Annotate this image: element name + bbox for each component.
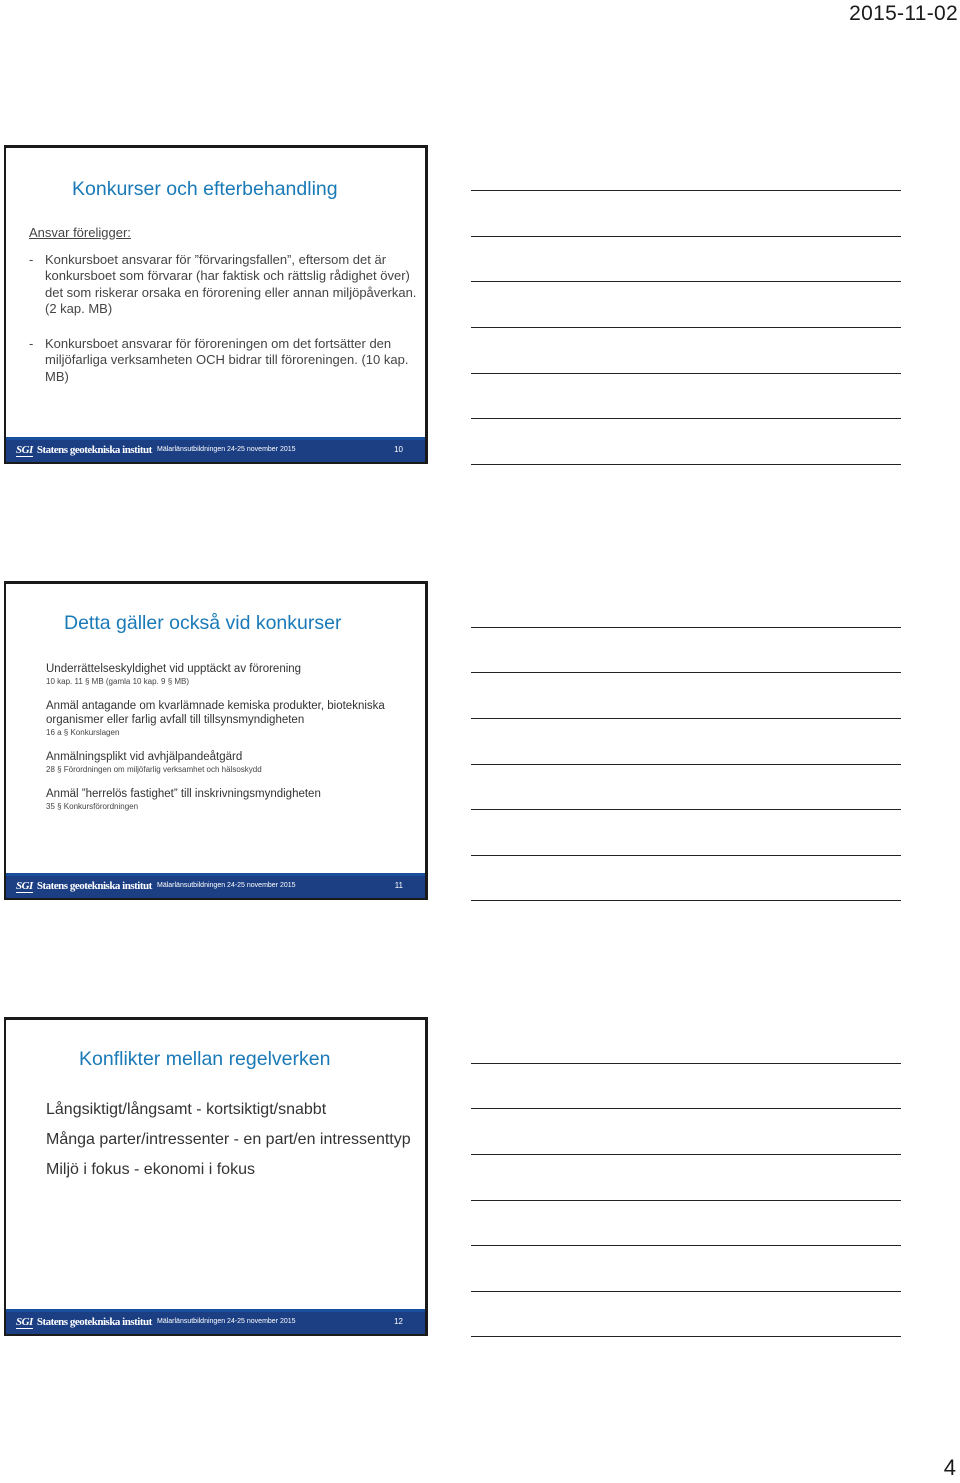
slide-number: 11 [394, 881, 403, 890]
note-line [471, 1154, 901, 1155]
slide-lead: Ansvar föreligger: [29, 225, 131, 240]
slide-title: Konflikter mellan regelverken [79, 1048, 331, 1070]
item-reference: 35 § Konkursförordningen [46, 802, 139, 811]
slide-footer [6, 1309, 425, 1334]
bullet-text: Konkursboet ansvarar för ”förvaringsfallen”, eftersom det är konkursboet som förvarar (har faktisk och rättslig rådighet över) det som riskerar orsaka en förorening eller annan miljöpåverkan. (2 kap. MB) [45, 251, 417, 316]
note-line [471, 418, 901, 419]
item-text: Underrättelseskyldighet vid upptäckt av förorening [46, 663, 302, 675]
bullet-dash: - [29, 251, 34, 267]
event-name: Mälarlänsutbildningen 24-25 november 2015 [157, 1318, 296, 1325]
sgi-logo-mark: SGI [16, 444, 33, 456]
list-item: Långsiktigt/långsamt - kortsiktigt/snabbt [46, 1101, 327, 1118]
sgi-logo-mark: SGI [16, 1316, 33, 1328]
note-line [471, 281, 901, 282]
note-line [471, 764, 901, 765]
page-number: 4 [943, 1455, 956, 1480]
bullet-item [29, 336, 419, 386]
slide-body [46, 662, 424, 824]
note-line [471, 1245, 901, 1246]
note-line [471, 1336, 901, 1337]
event-name: Mälarlänsutbildningen 24-25 november 2015 [157, 446, 296, 453]
item-text: Anmäl ”herrelös fastighet” till inskrivningsmyndigheten [46, 788, 321, 800]
sgi-logo [16, 444, 152, 457]
note-line [471, 718, 901, 719]
list-item [46, 699, 424, 738]
slide-11 [4, 581, 428, 900]
note-line [471, 1108, 901, 1109]
item-reference: 16 a § Konkurslagen [46, 728, 120, 737]
note-line [471, 190, 901, 191]
list-item [46, 662, 424, 687]
item-text: Anmälningsplikt vid avhjälpandeåtgärd [46, 751, 243, 763]
note-line [471, 327, 901, 328]
slide-body [29, 225, 419, 403]
sgi-logo [16, 880, 152, 893]
item-text: Anmäl antagande om kvarlämnade kemiska produkter, biotekniska organismer eller farlig avfall till tillsynsmyndigheten [46, 700, 385, 726]
slide-footer [6, 437, 425, 462]
slide-10 [4, 145, 428, 464]
slide-number: 10 [394, 445, 403, 454]
page-date: 2015-11-02 [849, 2, 958, 25]
bullet-item [29, 252, 419, 318]
slide-footer [6, 873, 425, 898]
bullet-text: Konkursboet ansvarar för föroreningen om det fortsätter den miljöfarliga verksamheten OCH bidrar till föroreningen. (10 kap. MB) [45, 335, 409, 384]
note-line [471, 1200, 901, 1201]
sgi-logo-mark: SGI [16, 880, 33, 892]
note-line [471, 809, 901, 810]
note-line [471, 1291, 901, 1292]
sgi-logo [16, 1316, 152, 1329]
note-line [471, 627, 901, 628]
slide-title: Detta gäller också vid konkurser [64, 612, 342, 634]
note-line [471, 900, 901, 901]
item-reference: 28 § Förordningen om miljöfarlig verksamhet och hälsoskydd [46, 765, 262, 774]
slide-body [46, 1100, 416, 1190]
note-line [471, 373, 901, 374]
note-line [471, 464, 901, 465]
slide-number: 12 [394, 1317, 403, 1326]
list-item: Många parter/intressenter - en part/en intressenttyp [46, 1131, 411, 1148]
org-name: Statens geotekniska institut [36, 880, 152, 892]
slide-12 [4, 1017, 428, 1336]
note-line [471, 1063, 901, 1064]
org-name: Statens geotekniska institut [36, 444, 152, 456]
list-item [46, 750, 424, 775]
item-reference: 10 kap. 11 § MB (gamla 10 kap. 9 § MB) [46, 677, 190, 686]
org-name: Statens geotekniska institut [36, 1316, 152, 1328]
event-name: Mälarlänsutbildningen 24-25 november 2015 [157, 882, 296, 889]
note-line [471, 855, 901, 856]
list-item [46, 787, 424, 812]
note-line [471, 236, 901, 237]
list-item: Miljö i fokus - ekonomi i fokus [46, 1161, 255, 1178]
bullet-dash: - [29, 335, 34, 351]
note-line [471, 672, 901, 673]
slide-title: Konkurser och efterbehandling [72, 178, 338, 200]
